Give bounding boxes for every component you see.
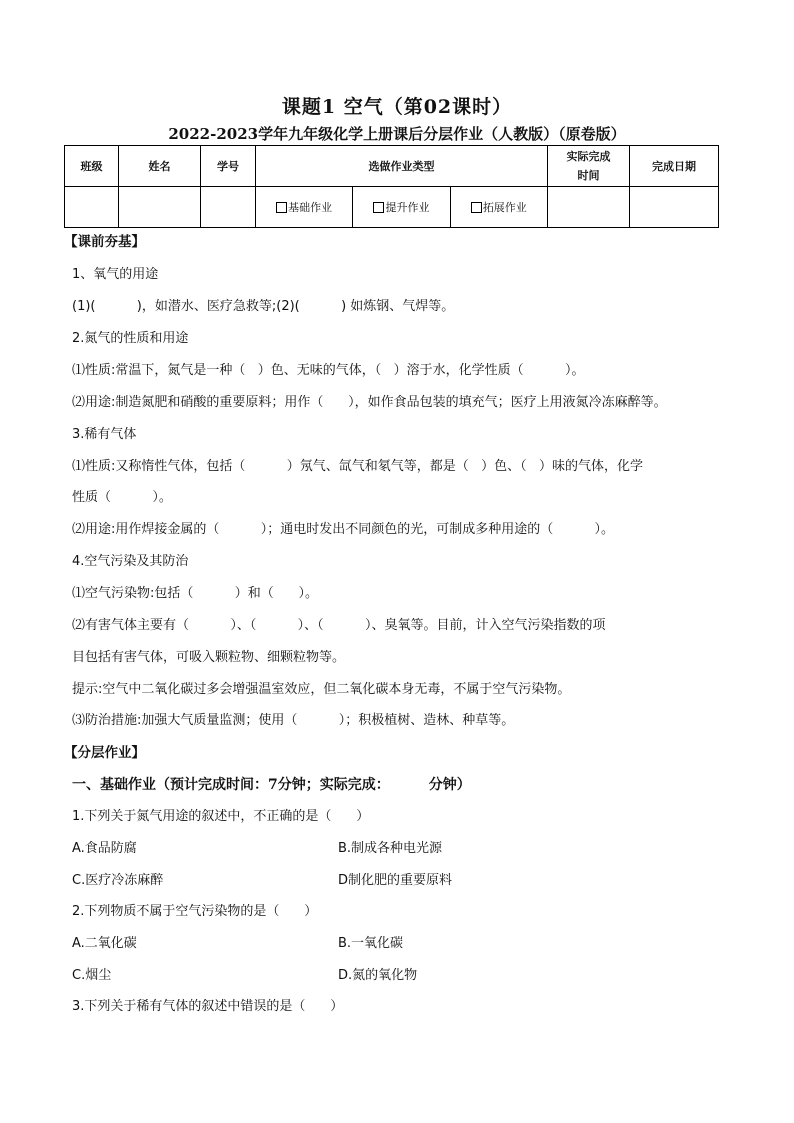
preview-line: ⑵用途:制造氮肥和硝酸的重要原料；用作（ ），如作食品包装的填充气；医疗上用液氮冷冻麻醉等。 (72, 395, 667, 410)
preview-line: 目包括有害气体，可吸入颗粒物、细颗粒物等。 (72, 650, 346, 665)
preview-line: 性质（ ）。 (72, 490, 172, 505)
student-info-table (64, 145, 719, 228)
question-option[interactable]: B.一氧化碳 (338, 936, 404, 951)
option-advanced[interactable] (353, 187, 450, 227)
question-option[interactable]: D制化肥的重要原料 (338, 873, 453, 888)
actual-time-cell[interactable] (548, 187, 630, 228)
question-stem: 2.下列物质不属于空气污染物的是（ ） (72, 904, 318, 919)
page-subtitle: 2022-2023学年九年级化学上册课后分层作业（人教版）（原卷版） (168, 125, 626, 143)
name-cell[interactable] (119, 187, 201, 228)
class-cell[interactable] (65, 187, 119, 228)
question-option[interactable]: C.烟尘 (72, 968, 112, 983)
option-basic[interactable] (256, 187, 353, 227)
homework-heading: 【分层作业】 (64, 745, 145, 761)
question-option[interactable]: B.制成各种电光源 (338, 841, 443, 856)
header-completion-date: 完成日期 (630, 146, 719, 187)
preview-line: ⑵用途:用作焊接金属的（ ）；通电时发出不同颜色的光，可制成多种用途的（ ）。 (72, 522, 615, 537)
question-stem: 1.下列关于氮气用途的叙述中，不正确的是（ ） (72, 809, 370, 824)
preview-line: ⑴空气污染物:包括（ ）和（ ）。 (72, 586, 318, 601)
question-stem: 3.下列关于稀有气体的叙述中错误的是（ ） (72, 999, 344, 1014)
preview-line: (1)( )，如潜水、医疗急救等;(2)( ) 如炼钢、气焊等。 (72, 299, 455, 314)
homework-type-options (256, 187, 548, 228)
question-option[interactable]: A.二氧化碳 (72, 936, 137, 951)
option-advanced-label: 提升作业 (385, 201, 430, 214)
student-id-cell[interactable] (201, 187, 256, 228)
header-student-id: 学号 (201, 146, 256, 187)
page-title: 课题1 空气（第02课时） (281, 96, 513, 118)
completion-date-cell[interactable] (630, 187, 719, 228)
preview-line: ⑶防治措施:加强大气质量监测；使用（ ）；积极植树、造林、种草等。 (72, 713, 515, 728)
hint-line: 提示:空气中二氧化碳过多会增强温室效应，但二氧化碳本身无毒，不属于空气污染物。 (72, 682, 571, 697)
option-extension[interactable] (451, 187, 547, 227)
preview-line: ⑵有害气体主要有（ ）、（ ）、（ ）、臭氧等。目前，计入空气污染指数的项 (72, 618, 606, 633)
preview-line: 2.氮气的性质和用途 (72, 331, 189, 346)
question-option[interactable]: A.食品防腐 (72, 841, 137, 856)
header-name: 姓名 (119, 146, 201, 187)
checkbox-icon[interactable] (373, 202, 384, 213)
preview-line: 3.稀有气体 (72, 427, 137, 442)
preview-line: 1、氧气的用途 (72, 267, 159, 282)
preview-line: ⑴性质:又称惰性气体，包括（ ）氖气、氙气和氡气等，都是（ ）色、（ ）味的气体，化学 (72, 459, 643, 474)
option-extension-label: 拓展作业 (482, 201, 527, 214)
layer-title: 一、基础作业（预计完成时间：7分钟；实际完成： 分钟） (72, 777, 471, 793)
checkbox-icon[interactable] (471, 202, 482, 213)
header-class: 班级 (65, 146, 119, 187)
option-basic-label: 基础作业 (288, 201, 333, 214)
preview-heading: 【课前夯基】 (64, 234, 145, 250)
question-option[interactable]: D.氮的氧化物 (338, 968, 418, 983)
preview-line: ⑴性质:常温下，氮气是一种（ ）色、无味的气体，（ ）溶于水，化学性质（ ）。 (72, 363, 585, 378)
preview-line: 4.空气污染及其防治 (72, 554, 189, 569)
checkbox-icon[interactable] (276, 202, 287, 213)
header-actual-time: 实际完成 时间 (548, 146, 630, 187)
header-homework-type: 选做作业类型 (256, 146, 548, 187)
question-option[interactable]: C.医疗冷冻麻醉 (72, 873, 164, 888)
